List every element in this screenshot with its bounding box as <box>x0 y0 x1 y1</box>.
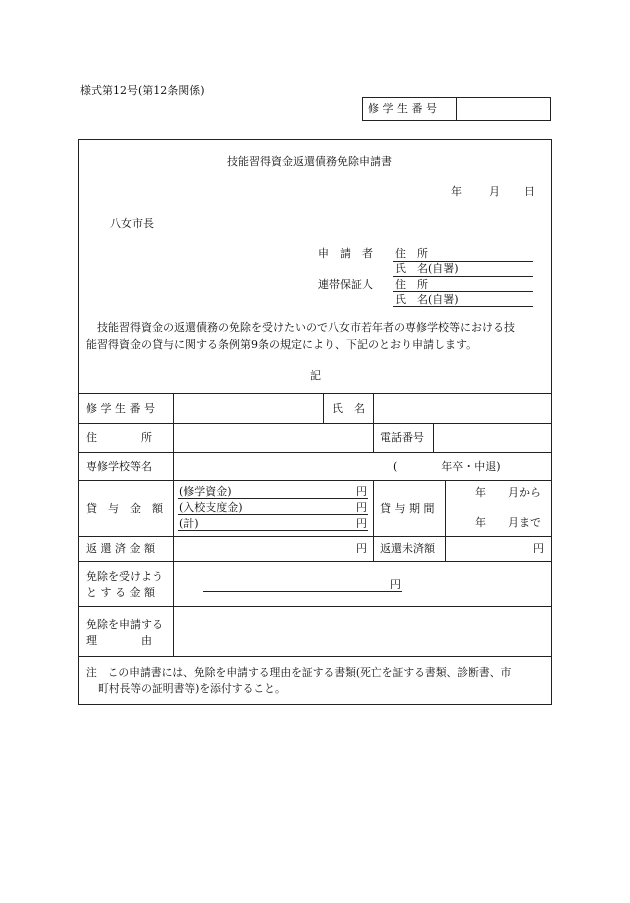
student-number-divider <box>456 97 457 121</box>
row-exempt-amount-label-2: と す る 金 額 <box>86 586 155 599</box>
date-day-label: 日 <box>524 185 535 198</box>
table-divider <box>445 536 446 561</box>
exempt-reason-input[interactable] <box>178 610 548 652</box>
applicant-address-label: 住 所 <box>395 247 428 260</box>
loan-admission-line[interactable] <box>178 514 368 515</box>
row-school-label: 専修学校等名 <box>86 460 152 473</box>
date-year-label: 年 <box>451 185 462 198</box>
document-title: 技能習得資金返還債務免除申請書 <box>227 155 392 168</box>
row-address-label: 住 所 <box>86 431 152 444</box>
loan-period-label: 貸 与 期 間 <box>380 502 435 515</box>
applicant-label: 申 請 者 <box>318 247 373 260</box>
yen-label: 円 <box>533 542 544 555</box>
yen-label: 円 <box>390 578 401 591</box>
table-line <box>78 452 552 453</box>
name-input[interactable] <box>378 397 548 419</box>
student-number-label: 修 学 生 番 号 <box>368 102 437 115</box>
loan-item-tuition: (修学資金) <box>179 485 232 498</box>
table-line <box>78 536 552 537</box>
table-divider <box>323 393 324 423</box>
loan-total-line[interactable] <box>178 530 368 531</box>
yen-label: 円 <box>356 501 367 514</box>
table-divider <box>373 480 374 536</box>
address-input[interactable] <box>178 426 368 448</box>
loan-item-admission: (入校支度金) <box>179 501 243 514</box>
guarantor-address-line[interactable] <box>393 291 533 292</box>
date-month-label: 月 <box>489 185 500 198</box>
table-divider <box>373 423 374 452</box>
body-text-line-1: 技能習得資金の返還債務の免除を受けたいので八女市若年者の専修学校等における技 <box>97 321 515 334</box>
yen-label: 円 <box>356 517 367 530</box>
school-graduation-status: ( 年卒・中退) <box>393 460 501 473</box>
guarantor-name-label: 氏 名(自署) <box>395 293 459 306</box>
table-line <box>78 606 552 607</box>
guarantor-address-label: 住 所 <box>395 278 428 291</box>
addressee: 八女市長 <box>110 217 154 230</box>
row-unpaid-label: 返還未済額 <box>380 542 435 555</box>
row-loan-amount-label: 貸 与 金 額 <box>86 502 163 515</box>
phone-input[interactable] <box>438 426 548 448</box>
student-no-input[interactable] <box>178 397 318 419</box>
row-exempt-amount-label-1: 免除を受けよう <box>86 570 163 583</box>
note-line-1: 注 この申請書には、免除を申請する理由を証する書類(死亡を証する書類、診断書、市 <box>86 666 512 679</box>
student-number-field[interactable] <box>462 100 546 118</box>
loan-item-total: (計) <box>179 517 199 530</box>
applicant-name-line[interactable] <box>393 276 533 277</box>
table-divider <box>373 536 374 561</box>
yen-label: 円 <box>356 485 367 498</box>
table-divider <box>433 423 434 452</box>
loan-period-from: 年 月から <box>475 486 541 499</box>
row-student-no-label: 修 学 生 番 号 <box>86 402 155 415</box>
body-text-line-2: 能習得資金の貸与に関する条例第9条の規定により、下記のとおり申請します。 <box>86 338 478 351</box>
guarantor-label: 連帯保証人 <box>318 278 373 291</box>
table-line <box>78 423 552 424</box>
row-phone-label: 電話番号 <box>380 431 424 444</box>
table-divider <box>445 480 446 536</box>
form-number: 様式第12号(第12条関係) <box>80 84 205 97</box>
row-name-label: 氏 名 <box>332 402 365 415</box>
guarantor-name-line[interactable] <box>393 306 533 307</box>
note-line-2: 町村長等の証明書等)を添付すること。 <box>98 682 286 695</box>
label-column-divider <box>173 393 174 656</box>
table-line <box>78 480 552 481</box>
table-line <box>78 561 552 562</box>
school-input[interactable] <box>178 455 388 477</box>
loan-tuition-line[interactable] <box>178 498 368 499</box>
loan-period-to: 年 月まで <box>475 516 541 529</box>
table-line <box>78 393 552 394</box>
row-repaid-label: 返 還 済 金 額 <box>86 542 155 555</box>
applicant-name-label: 氏 名(自署) <box>395 262 459 275</box>
yen-label: 円 <box>356 542 367 555</box>
table-line <box>78 656 552 657</box>
ki-label: 記 <box>310 369 321 382</box>
exempt-amount-line[interactable] <box>203 591 402 592</box>
table-divider <box>373 393 374 423</box>
row-exempt-reason-label-2: 理 由 <box>86 634 152 647</box>
row-exempt-reason-label-1: 免除を申請する <box>86 618 163 631</box>
